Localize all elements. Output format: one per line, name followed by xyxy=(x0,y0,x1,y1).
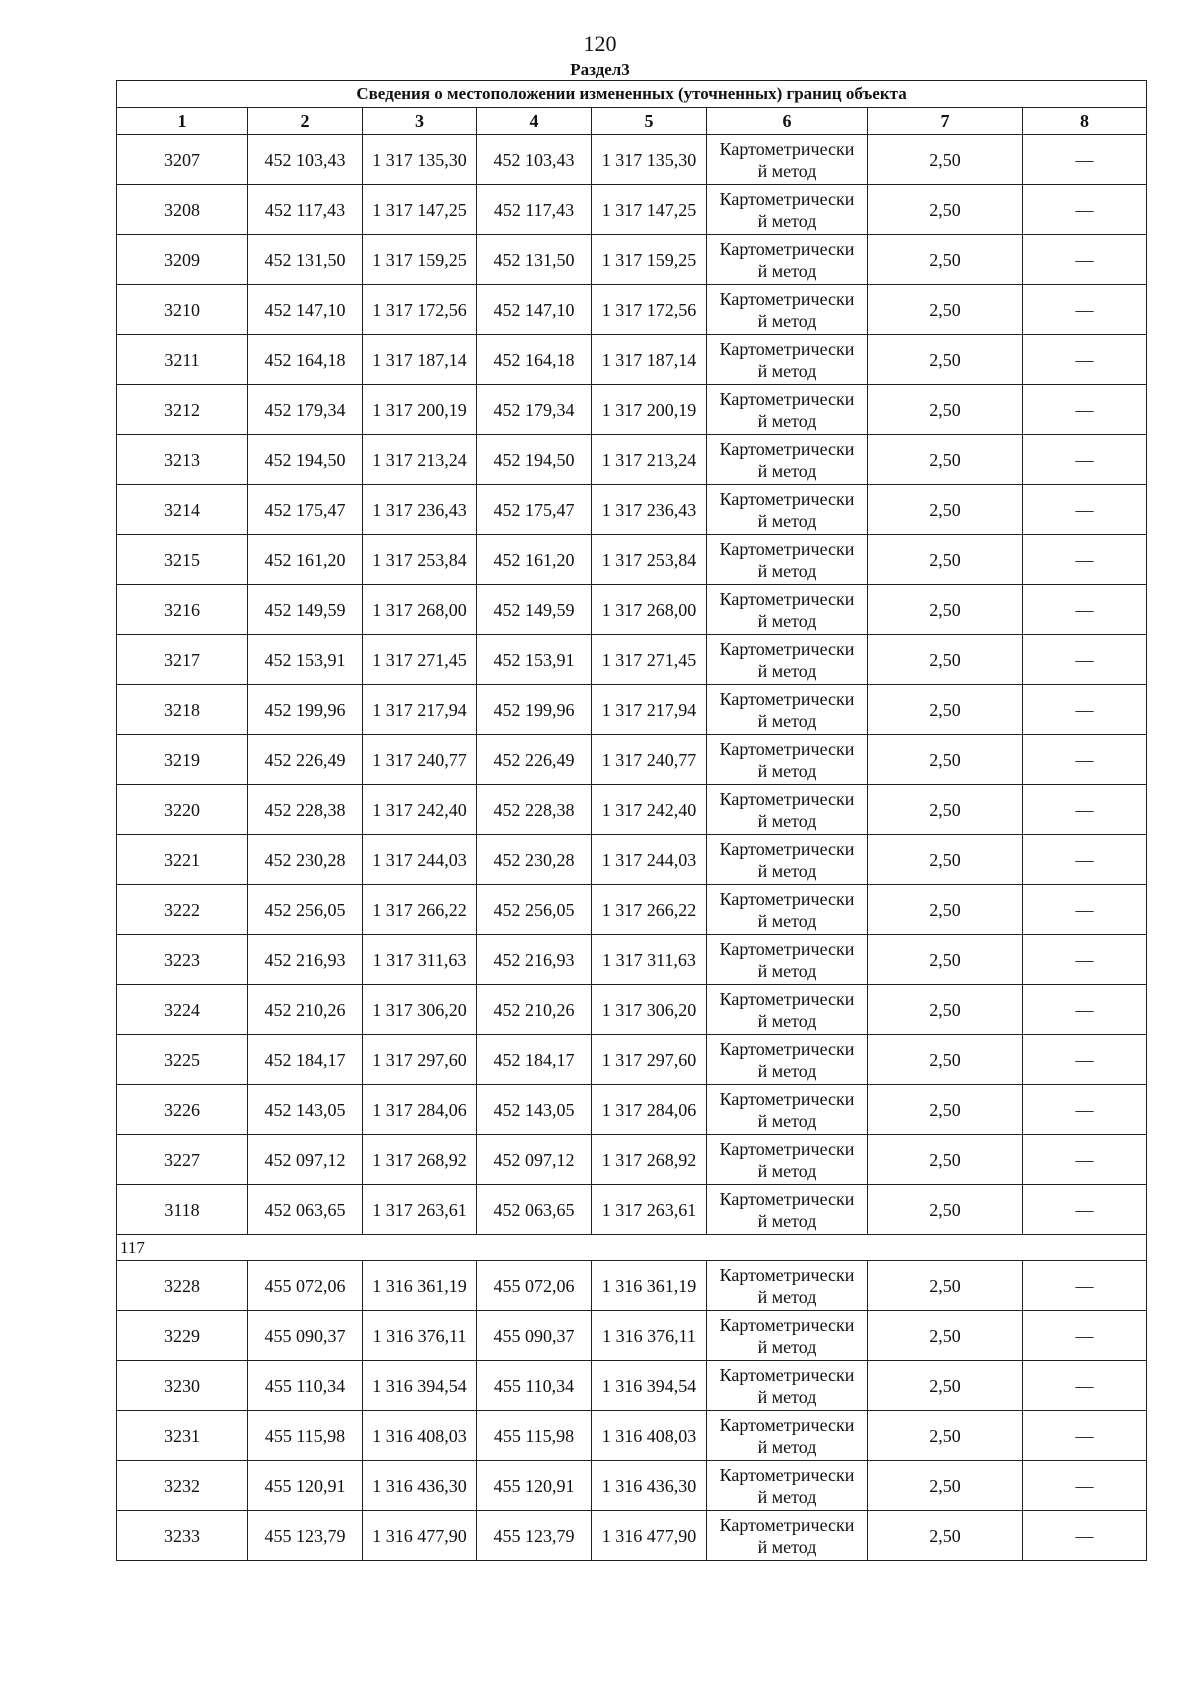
y-coordinate-cell: 1 317 172,56 xyxy=(592,285,707,335)
x-coordinate-cell: 452 175,47 xyxy=(477,485,592,535)
x-coordinate-cell: 452 153,91 xyxy=(248,635,363,685)
x-coordinate-cell: 455 115,98 xyxy=(248,1411,363,1461)
description-cell: — xyxy=(1023,1411,1147,1461)
x-coordinate-cell: 452 097,12 xyxy=(248,1135,363,1185)
y-coordinate-cell: 1 317 213,24 xyxy=(592,435,707,485)
method-cell: Картометрически й метод xyxy=(707,1361,868,1411)
table-row xyxy=(117,935,1147,985)
column-header: 2 xyxy=(248,108,363,135)
y-coordinate-cell: 1 316 361,19 xyxy=(592,1261,707,1311)
accuracy-cell: 2,50 xyxy=(868,1135,1023,1185)
y-coordinate-cell: 1 316 477,90 xyxy=(592,1511,707,1561)
table-row xyxy=(117,135,1147,185)
method-cell: Картометрически й метод xyxy=(707,435,868,485)
table-row xyxy=(117,1135,1147,1185)
y-coordinate-cell: 1 317 263,61 xyxy=(363,1185,477,1235)
point-number-cell: 3233 xyxy=(117,1511,248,1561)
x-coordinate-cell: 452 194,50 xyxy=(248,435,363,485)
y-coordinate-cell: 1 317 306,20 xyxy=(363,985,477,1035)
x-coordinate-cell: 452 175,47 xyxy=(248,485,363,535)
point-number-cell: 3225 xyxy=(117,1035,248,1085)
point-number-cell: 3222 xyxy=(117,885,248,935)
description-cell: — xyxy=(1023,1361,1147,1411)
x-coordinate-cell: 452 256,05 xyxy=(248,885,363,935)
table-row xyxy=(117,1411,1147,1461)
method-cell: Картометрически й метод xyxy=(707,835,868,885)
point-number-cell: 3232 xyxy=(117,1461,248,1511)
description-cell: — xyxy=(1023,1035,1147,1085)
x-coordinate-cell: 452 097,12 xyxy=(477,1135,592,1185)
table-row xyxy=(117,285,1147,335)
description-cell: — xyxy=(1023,285,1147,335)
x-coordinate-cell: 452 184,17 xyxy=(248,1035,363,1085)
method-cell: Картометрически й метод xyxy=(707,335,868,385)
accuracy-cell: 2,50 xyxy=(868,235,1023,285)
accuracy-cell: 2,50 xyxy=(868,1361,1023,1411)
accuracy-cell: 2,50 xyxy=(868,1185,1023,1235)
accuracy-cell: 2,50 xyxy=(868,835,1023,885)
y-coordinate-cell: 1 316 361,19 xyxy=(363,1261,477,1311)
y-coordinate-cell: 1 317 236,43 xyxy=(363,485,477,535)
method-cell: Картометрически й метод xyxy=(707,1511,868,1561)
point-number-cell: 3217 xyxy=(117,635,248,685)
point-number-cell: 3231 xyxy=(117,1411,248,1461)
y-coordinate-cell: 1 317 236,43 xyxy=(592,485,707,535)
x-coordinate-cell: 452 063,65 xyxy=(248,1185,363,1235)
y-coordinate-cell: 1 317 187,14 xyxy=(592,335,707,385)
method-cell: Картометрически й метод xyxy=(707,135,868,185)
table-row xyxy=(117,685,1147,735)
section-title: Раздел3 xyxy=(570,60,630,79)
x-coordinate-cell: 452 143,05 xyxy=(477,1085,592,1135)
method-cell: Картометрически й метод xyxy=(707,885,868,935)
accuracy-cell: 2,50 xyxy=(868,735,1023,785)
x-coordinate-cell: 455 072,06 xyxy=(248,1261,363,1311)
point-number-cell: 3207 xyxy=(117,135,248,185)
description-cell: — xyxy=(1023,485,1147,535)
y-coordinate-cell: 1 317 135,30 xyxy=(363,135,477,185)
x-coordinate-cell: 452 143,05 xyxy=(248,1085,363,1135)
y-coordinate-cell: 1 317 159,25 xyxy=(363,235,477,285)
table-row xyxy=(117,835,1147,885)
point-number-cell: 3224 xyxy=(117,985,248,1035)
method-cell: Картометрически й метод xyxy=(707,1135,868,1185)
x-coordinate-cell: 455 110,34 xyxy=(477,1361,592,1411)
description-cell: — xyxy=(1023,235,1147,285)
accuracy-cell: 2,50 xyxy=(868,135,1023,185)
y-coordinate-cell: 1 317 200,19 xyxy=(592,385,707,435)
x-coordinate-cell: 452 103,43 xyxy=(477,135,592,185)
point-number-cell: 3213 xyxy=(117,435,248,485)
x-coordinate-cell: 452 199,96 xyxy=(477,685,592,735)
description-cell: — xyxy=(1023,585,1147,635)
accuracy-cell: 2,50 xyxy=(868,585,1023,635)
table-row xyxy=(117,985,1147,1035)
point-number-cell: 3228 xyxy=(117,1261,248,1311)
x-coordinate-cell: 455 090,37 xyxy=(477,1311,592,1361)
x-coordinate-cell: 452 179,34 xyxy=(477,385,592,435)
table-row xyxy=(117,1461,1147,1511)
table-row xyxy=(117,535,1147,585)
x-coordinate-cell: 452 161,20 xyxy=(248,535,363,585)
column-header: 7 xyxy=(868,108,1023,135)
description-cell: — xyxy=(1023,135,1147,185)
point-number-cell: 3214 xyxy=(117,485,248,535)
description-cell: — xyxy=(1023,635,1147,685)
column-header: 6 xyxy=(707,108,868,135)
method-cell: Картометрически й метод xyxy=(707,235,868,285)
table-row xyxy=(117,1261,1147,1311)
description-cell: — xyxy=(1023,1311,1147,1361)
x-coordinate-cell: 452 117,43 xyxy=(477,185,592,235)
y-coordinate-cell: 1 317 253,84 xyxy=(592,535,707,585)
group-label: 117 xyxy=(117,1235,1147,1261)
x-coordinate-cell: 452 161,20 xyxy=(477,535,592,585)
description-cell: — xyxy=(1023,935,1147,985)
table-row xyxy=(117,1085,1147,1135)
y-coordinate-cell: 1 317 297,60 xyxy=(363,1035,477,1085)
y-coordinate-cell: 1 316 408,03 xyxy=(363,1411,477,1461)
point-number-cell: 3221 xyxy=(117,835,248,885)
column-header: 3 xyxy=(363,108,477,135)
y-coordinate-cell: 1 317 253,84 xyxy=(363,535,477,585)
page-number: 120 xyxy=(583,31,617,56)
description-cell: — xyxy=(1023,435,1147,485)
table-row xyxy=(117,185,1147,235)
y-coordinate-cell: 1 317 284,06 xyxy=(592,1085,707,1135)
y-coordinate-cell: 1 317 242,40 xyxy=(592,785,707,835)
y-coordinate-cell: 1 316 394,54 xyxy=(363,1361,477,1411)
description-cell: — xyxy=(1023,1185,1147,1235)
description-cell: — xyxy=(1023,1261,1147,1311)
y-coordinate-cell: 1 317 240,77 xyxy=(363,735,477,785)
point-number-cell: 3219 xyxy=(117,735,248,785)
y-coordinate-cell: 1 317 147,25 xyxy=(592,185,707,235)
table-row xyxy=(117,1511,1147,1561)
y-coordinate-cell: 1 317 268,00 xyxy=(592,585,707,635)
x-coordinate-cell: 452 117,43 xyxy=(248,185,363,235)
point-number-cell: 3211 xyxy=(117,335,248,385)
table-body xyxy=(117,135,1147,1561)
x-coordinate-cell: 452 131,50 xyxy=(477,235,592,285)
description-cell: — xyxy=(1023,735,1147,785)
y-coordinate-cell: 1 317 244,03 xyxy=(592,835,707,885)
description-cell: — xyxy=(1023,385,1147,435)
x-coordinate-cell: 455 115,98 xyxy=(477,1411,592,1461)
point-number-cell: 3229 xyxy=(117,1311,248,1361)
y-coordinate-cell: 1 317 268,00 xyxy=(363,585,477,635)
method-cell: Картометрически й метод xyxy=(707,1411,868,1461)
column-header: 1 xyxy=(117,108,248,135)
x-coordinate-cell: 452 230,28 xyxy=(477,835,592,885)
point-number-cell: 3118 xyxy=(117,1185,248,1235)
y-coordinate-cell: 1 317 311,63 xyxy=(592,935,707,985)
y-coordinate-cell: 1 316 477,90 xyxy=(363,1511,477,1561)
description-cell: — xyxy=(1023,885,1147,935)
accuracy-cell: 2,50 xyxy=(868,1511,1023,1561)
table-row xyxy=(117,1361,1147,1411)
x-coordinate-cell: 455 072,06 xyxy=(477,1261,592,1311)
accuracy-cell: 2,50 xyxy=(868,885,1023,935)
y-coordinate-cell: 1 317 217,94 xyxy=(363,685,477,735)
coordinates-table xyxy=(116,80,1147,1561)
accuracy-cell: 2,50 xyxy=(868,385,1023,435)
accuracy-cell: 2,50 xyxy=(868,1461,1023,1511)
point-number-cell: 3208 xyxy=(117,185,248,235)
point-number-cell: 3218 xyxy=(117,685,248,735)
description-cell: — xyxy=(1023,535,1147,585)
x-coordinate-cell: 452 153,91 xyxy=(477,635,592,685)
y-coordinate-cell: 1 317 159,25 xyxy=(592,235,707,285)
x-coordinate-cell: 452 063,65 xyxy=(477,1185,592,1235)
y-coordinate-cell: 1 317 217,94 xyxy=(592,685,707,735)
y-coordinate-cell: 1 317 242,40 xyxy=(363,785,477,835)
accuracy-cell: 2,50 xyxy=(868,935,1023,985)
x-coordinate-cell: 455 120,91 xyxy=(248,1461,363,1511)
x-coordinate-cell: 452 226,49 xyxy=(248,735,363,785)
y-coordinate-cell: 1 317 268,92 xyxy=(592,1135,707,1185)
accuracy-cell: 2,50 xyxy=(868,1085,1023,1135)
y-coordinate-cell: 1 317 263,61 xyxy=(592,1185,707,1235)
accuracy-cell: 2,50 xyxy=(868,1411,1023,1461)
y-coordinate-cell: 1 317 306,20 xyxy=(592,985,707,1035)
description-cell: — xyxy=(1023,335,1147,385)
y-coordinate-cell: 1 317 271,45 xyxy=(592,635,707,685)
accuracy-cell: 2,50 xyxy=(868,1261,1023,1311)
x-coordinate-cell: 455 120,91 xyxy=(477,1461,592,1511)
table-row xyxy=(117,585,1147,635)
y-coordinate-cell: 1 317 268,92 xyxy=(363,1135,477,1185)
table-row xyxy=(117,885,1147,935)
method-cell: Картометрически й метод xyxy=(707,635,868,685)
table-row xyxy=(117,385,1147,435)
column-header: 5 xyxy=(592,108,707,135)
y-coordinate-cell: 1 316 408,03 xyxy=(592,1411,707,1461)
method-cell: Картометрически й метод xyxy=(707,1185,868,1235)
table-row xyxy=(117,435,1147,485)
accuracy-cell: 2,50 xyxy=(868,635,1023,685)
method-cell: Картометрически й метод xyxy=(707,1085,868,1135)
y-coordinate-cell: 1 317 172,56 xyxy=(363,285,477,335)
point-number-cell: 3223 xyxy=(117,935,248,985)
x-coordinate-cell: 452 147,10 xyxy=(248,285,363,335)
accuracy-cell: 2,50 xyxy=(868,1311,1023,1361)
x-coordinate-cell: 452 230,28 xyxy=(248,835,363,885)
method-cell: Картометрически й метод xyxy=(707,485,868,535)
x-coordinate-cell: 452 179,34 xyxy=(248,385,363,435)
point-number-cell: 3227 xyxy=(117,1135,248,1185)
table-row xyxy=(117,335,1147,385)
method-cell: Картометрически й метод xyxy=(707,785,868,835)
y-coordinate-cell: 1 317 213,24 xyxy=(363,435,477,485)
column-header-row xyxy=(117,108,1147,135)
point-number-cell: 3220 xyxy=(117,785,248,835)
y-coordinate-cell: 1 316 436,30 xyxy=(592,1461,707,1511)
x-coordinate-cell: 452 147,10 xyxy=(477,285,592,335)
accuracy-cell: 2,50 xyxy=(868,985,1023,1035)
description-cell: — xyxy=(1023,785,1147,835)
y-coordinate-cell: 1 317 311,63 xyxy=(363,935,477,985)
accuracy-cell: 2,50 xyxy=(868,685,1023,735)
x-coordinate-cell: 452 228,38 xyxy=(477,785,592,835)
x-coordinate-cell: 452 256,05 xyxy=(477,885,592,935)
description-cell: — xyxy=(1023,985,1147,1035)
x-coordinate-cell: 452 194,50 xyxy=(477,435,592,485)
x-coordinate-cell: 452 210,26 xyxy=(248,985,363,1035)
x-coordinate-cell: 452 226,49 xyxy=(477,735,592,785)
description-cell: — xyxy=(1023,1511,1147,1561)
y-coordinate-cell: 1 317 240,77 xyxy=(592,735,707,785)
method-cell: Картометрически й метод xyxy=(707,685,868,735)
y-coordinate-cell: 1 316 376,11 xyxy=(363,1311,477,1361)
method-cell: Картометрически й метод xyxy=(707,185,868,235)
column-header: 8 xyxy=(1023,108,1147,135)
x-coordinate-cell: 452 164,18 xyxy=(477,335,592,385)
method-cell: Картометрически й метод xyxy=(707,1461,868,1511)
x-coordinate-cell: 452 164,18 xyxy=(248,335,363,385)
x-coordinate-cell: 452 216,93 xyxy=(477,935,592,985)
y-coordinate-cell: 1 317 187,14 xyxy=(363,335,477,385)
y-coordinate-cell: 1 317 266,22 xyxy=(363,885,477,935)
point-number-cell: 3212 xyxy=(117,385,248,435)
accuracy-cell: 2,50 xyxy=(868,335,1023,385)
x-coordinate-cell: 452 210,26 xyxy=(477,985,592,1035)
x-coordinate-cell: 455 090,37 xyxy=(248,1311,363,1361)
point-number-cell: 3216 xyxy=(117,585,248,635)
x-coordinate-cell: 452 149,59 xyxy=(477,585,592,635)
table-row xyxy=(117,1035,1147,1085)
table-caption: Сведения о местоположении измененных (уточненных) границ объекта xyxy=(117,81,1147,108)
method-cell: Картометрически й метод xyxy=(707,285,868,335)
y-coordinate-cell: 1 317 271,45 xyxy=(363,635,477,685)
method-cell: Картометрически й метод xyxy=(707,585,868,635)
method-cell: Картометрически й метод xyxy=(707,385,868,435)
x-coordinate-cell: 455 110,34 xyxy=(248,1361,363,1411)
table-caption-row xyxy=(117,81,1147,108)
accuracy-cell: 2,50 xyxy=(868,435,1023,485)
y-coordinate-cell: 1 316 376,11 xyxy=(592,1311,707,1361)
description-cell: — xyxy=(1023,835,1147,885)
method-cell: Картометрически й метод xyxy=(707,1311,868,1361)
table-row xyxy=(117,235,1147,285)
x-coordinate-cell: 452 149,59 xyxy=(248,585,363,635)
column-header: 4 xyxy=(477,108,592,135)
description-cell: — xyxy=(1023,1135,1147,1185)
method-cell: Картометрически й метод xyxy=(707,1261,868,1311)
x-coordinate-cell: 455 123,79 xyxy=(477,1511,592,1561)
method-cell: Картометрически й метод xyxy=(707,935,868,985)
x-coordinate-cell: 452 216,93 xyxy=(248,935,363,985)
x-coordinate-cell: 452 228,38 xyxy=(248,785,363,835)
method-cell: Картометрически й метод xyxy=(707,535,868,585)
y-coordinate-cell: 1 317 284,06 xyxy=(363,1085,477,1135)
y-coordinate-cell: 1 317 244,03 xyxy=(363,835,477,885)
description-cell: — xyxy=(1023,185,1147,235)
table-row xyxy=(117,785,1147,835)
accuracy-cell: 2,50 xyxy=(868,785,1023,835)
point-number-cell: 3210 xyxy=(117,285,248,335)
table-row xyxy=(117,485,1147,535)
method-cell: Картометрически й метод xyxy=(707,1035,868,1085)
method-cell: Картометрически й метод xyxy=(707,985,868,1035)
table-row xyxy=(117,635,1147,685)
description-cell: — xyxy=(1023,685,1147,735)
table-row xyxy=(117,1185,1147,1235)
x-coordinate-cell: 452 184,17 xyxy=(477,1035,592,1085)
x-coordinate-cell: 452 103,43 xyxy=(248,135,363,185)
table-row xyxy=(117,735,1147,785)
y-coordinate-cell: 1 317 297,60 xyxy=(592,1035,707,1085)
y-coordinate-cell: 1 317 200,19 xyxy=(363,385,477,435)
accuracy-cell: 2,50 xyxy=(868,535,1023,585)
x-coordinate-cell: 452 131,50 xyxy=(248,235,363,285)
x-coordinate-cell: 455 123,79 xyxy=(248,1511,363,1561)
y-coordinate-cell: 1 317 266,22 xyxy=(592,885,707,935)
group-row xyxy=(117,1235,1147,1261)
y-coordinate-cell: 1 317 135,30 xyxy=(592,135,707,185)
method-cell: Картометрически й метод xyxy=(707,735,868,785)
x-coordinate-cell: 452 199,96 xyxy=(248,685,363,735)
accuracy-cell: 2,50 xyxy=(868,285,1023,335)
y-coordinate-cell: 1 316 436,30 xyxy=(363,1461,477,1511)
accuracy-cell: 2,50 xyxy=(868,485,1023,535)
point-number-cell: 3209 xyxy=(117,235,248,285)
description-cell: — xyxy=(1023,1461,1147,1511)
y-coordinate-cell: 1 317 147,25 xyxy=(363,185,477,235)
table-row xyxy=(117,1311,1147,1361)
accuracy-cell: 2,50 xyxy=(868,1035,1023,1085)
point-number-cell: 3226 xyxy=(117,1085,248,1135)
accuracy-cell: 2,50 xyxy=(868,185,1023,235)
description-cell: — xyxy=(1023,1085,1147,1135)
point-number-cell: 3215 xyxy=(117,535,248,585)
point-number-cell: 3230 xyxy=(117,1361,248,1411)
y-coordinate-cell: 1 316 394,54 xyxy=(592,1361,707,1411)
